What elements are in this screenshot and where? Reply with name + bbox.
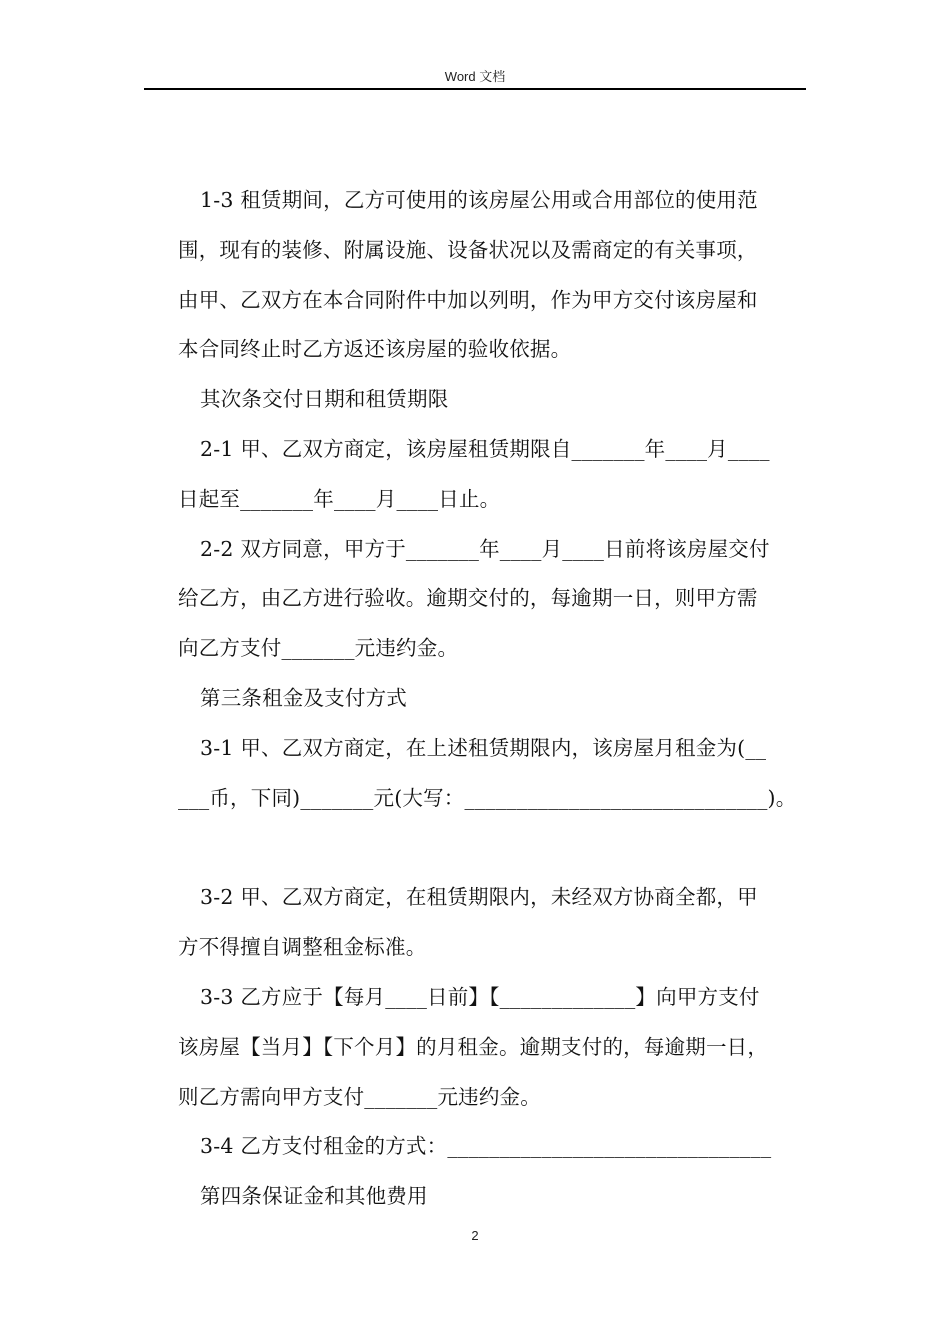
text-line: 1-3 租赁期间，乙方可使用的该房屋公用或合用部位的使用范 (200, 188, 758, 212)
text-line: 本合同终止时乙方返还该房屋的验收依据。 (178, 337, 572, 362)
document-body (178, 176, 818, 1222)
text-line: 向乙方支付_______元违约金。 (178, 636, 459, 661)
clause-3-2 (178, 873, 818, 973)
text-line: 2-2 双方同意，甲方于_______年____月____日前将该房屋交付 (200, 536, 770, 561)
text-line: 则乙方需向甲方支付_______元违约金。 (178, 1084, 541, 1109)
text-line: 围，现有的装修、附属设施、设备状况以及需商定的有关事项， (178, 237, 758, 262)
text-line: 3-3 乙方应于【每月____日前】【_____________】向甲方支付 (200, 984, 760, 1009)
text-line: 3-4 乙方支付租金的方式：_______________________________ (200, 1134, 772, 1159)
text-line: 日起至_______年____月____日止。 (178, 486, 501, 511)
text-line: 第四条保证金和其他费用 (200, 1184, 428, 1209)
paragraph-gap (178, 823, 818, 873)
clause-2-2 (178, 525, 818, 674)
text-line: 2-1 甲、乙双方商定，该房屋租赁期限自_______年____月____ (200, 436, 770, 461)
article-4-heading (178, 1172, 818, 1222)
clause-3-3 (178, 973, 818, 1122)
text-line: 方不得擅自调整租金标准。 (178, 935, 427, 960)
article-2-heading (178, 375, 818, 425)
clause-2-1 (178, 425, 818, 525)
text-line: 其次条交付日期和租赁期限 (200, 387, 449, 412)
text-line: 该房屋【当月】【下个月】的月租金。逾期支付的，每逾期一日， (178, 1034, 769, 1059)
text-line: 由甲、乙双方在本合同附件中加以列明，作为甲方交付该房屋和 (178, 287, 758, 312)
clause-3-4 (178, 1122, 818, 1172)
page-number: 2 (471, 1228, 479, 1243)
text-line: 第三条租金及支付方式 (200, 685, 407, 710)
header-title: Word 文档 (444, 69, 506, 84)
text-line: 3-2 甲、乙双方商定，在租赁期限内，未经双方协商全都，甲 (200, 885, 758, 910)
text-line: 3-1 甲、乙双方商定，在上述租赁期限内，该房屋月租金为(__ (200, 735, 767, 760)
clause-3-1 (178, 724, 818, 824)
article-3-heading (178, 674, 818, 724)
page-header (144, 66, 806, 90)
text-line: 给乙方，由乙方进行验收。逾期交付的，每逾期一日，则甲方需 (178, 586, 758, 611)
clause-1-3 (178, 176, 818, 375)
text-line: ___币，下同)_______元(大写：_____________________________)。 (178, 785, 797, 810)
